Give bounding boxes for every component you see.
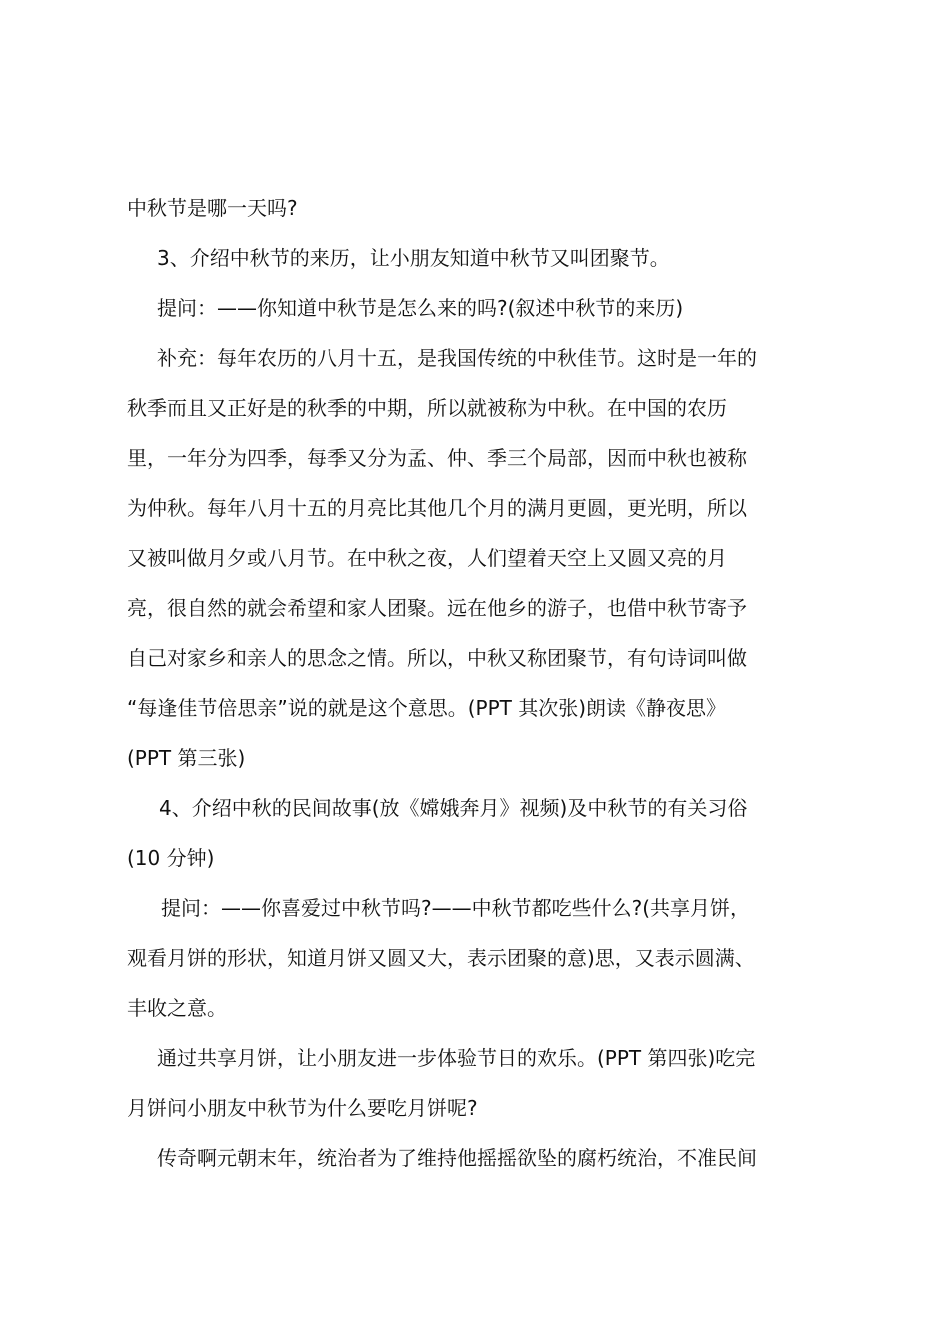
text-line: 通过共享月饼，让小朋友进一步体验节日的欢乐。(PPT 第四张)吃完	[157, 1046, 756, 1070]
text-line: 提问：——你知道中秋节是怎么来的吗?(叙述中秋节的来历)	[157, 296, 684, 320]
text-line: (PPT 第三张)	[127, 746, 246, 770]
text-line: 3、介绍中秋节的来历，让小朋友知道中秋节又叫团聚节。	[157, 246, 670, 270]
text-line: 补充：每年农历的八月十五，是我国传统的中秋佳节。这时是一年的	[157, 346, 757, 370]
text-line: 秋季而且又正好是的秋季的中期，所以就被称为中秋。在中国的农历	[127, 396, 727, 420]
text-line: 又被叫做月夕或八月节。在中秋之夜，人们望着天空上又圆又亮的月	[127, 546, 727, 570]
text-line: (10 分钟)	[127, 846, 215, 870]
text-line: 为仲秋。每年八月十五的月亮比其他几个月的满月更圆，更光明，所以	[127, 496, 747, 520]
text-line: “每逢佳节倍思亲”说的就是这个意思。(PPT 其次张)朗读《静夜思》	[127, 696, 727, 720]
text-line: 丰收之意。	[127, 996, 227, 1020]
text-line: 中秋节是哪一天吗?	[127, 196, 298, 220]
text-line: 观看月饼的形状，知道月饼又圆又大，表示团聚的意)思，又表示圆满、	[127, 946, 755, 970]
document-body	[127, 183, 832, 1183]
text-line: 传奇啊元朝末年，统治者为了维持他摇摇欲坠的腐朽统治，不准民间	[157, 1146, 757, 1170]
text-line: 月饼问小朋友中秋节为什么要吃月饼呢?	[127, 1096, 478, 1120]
text-line: 里，一年分为四季，每季又分为孟、仲、季三个局部，因而中秋也被称	[127, 446, 747, 470]
text-line: 提问：——你喜爱过中秋节吗?——中秋节都吃些什么?(共享月饼，	[161, 896, 751, 920]
text-line: 4、介绍中秋的民间故事(放《嫦娥奔月》视频)及中秋节的有关习俗	[159, 796, 748, 820]
text-line: 自己对家乡和亲人的思念之情。所以，中秋又称团聚节，有句诗词叫做	[127, 646, 747, 670]
text-line: 亮，很自然的就会希望和家人团聚。远在他乡的游子，也借中秋节寄予	[127, 596, 747, 620]
